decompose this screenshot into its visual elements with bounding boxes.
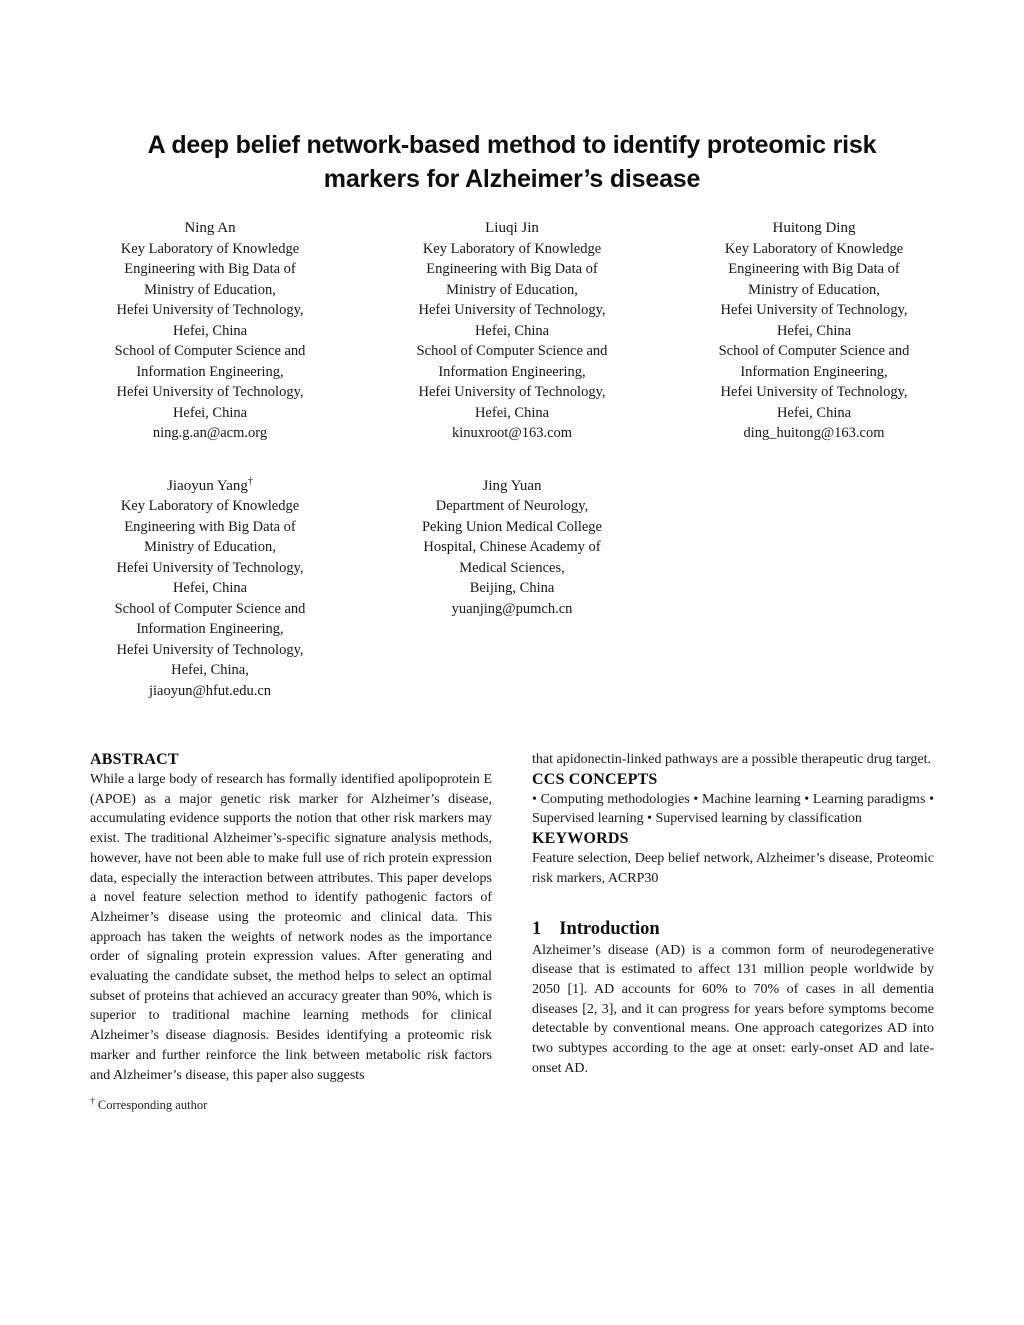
dagger-symbol: † xyxy=(90,1097,95,1108)
introduction-text: Alzheimer’s disease (AD) is a common form of neurodegenerative disease that is estimated to affect 131 million people worldwide by 2050 [1]. AD accounts for 60% to 70% of cases in all dementia diseases [2, 3], and it can progress for years before symptoms become detectable by conventional means. One approach categorizes AD into two subtypes according to the age at onset: early-onset AD and late-onset AD. xyxy=(532,942,934,1076)
author-name-text: Huitong Ding xyxy=(772,220,856,236)
author-block-liuqi-jin xyxy=(362,214,662,444)
author-block-jing-yuan xyxy=(362,472,662,702)
author-name xyxy=(60,214,360,239)
author-name xyxy=(664,214,964,239)
section-number: 1 xyxy=(532,918,542,939)
author-affiliation: Key Laboratory of Knowledge Engineering with Big Data of Ministry of Education, Hefei University of Technology, Hefei, China School of Computer Science and Information Engineering, Hefei University of Technology, Hefei, China, xyxy=(114,498,306,678)
authors-row-1 xyxy=(0,214,1024,444)
footnote-text: Corresponding author xyxy=(97,1098,208,1113)
keywords-text: Feature selection, Deep belief network, Alzheimer’s disease, Proteomic risk markers, ACRP30 xyxy=(532,851,934,886)
author-dagger: † xyxy=(247,475,253,487)
ccs-concepts-text: • Computing methodologies • Machine learning • Learning paradigms • Supervised learning • Supervised learning by classification xyxy=(532,791,934,827)
author-block-jiaoyun-yang xyxy=(60,472,360,702)
author-name-text: Jiaoyun Yang xyxy=(167,477,248,494)
abstract-continuation-text: that apidonectin-linked pathways are a possible therapeutic drug target. xyxy=(532,752,931,767)
author-block-ning-an xyxy=(60,214,360,444)
introduction-heading xyxy=(532,917,934,941)
paper-title: A deep belief network-based method to identify proteomic risk markers for Alzheimer’s disease xyxy=(147,131,877,193)
author-email: yuanjing@pumch.cn xyxy=(451,600,573,617)
author-name xyxy=(362,472,662,497)
two-column-body xyxy=(90,750,934,1113)
right-column xyxy=(532,750,934,1113)
author-email: kinuxroot@163.com xyxy=(451,425,573,441)
authors-row-2 xyxy=(0,472,1024,702)
author-affiliation: Key Laboratory of Knowledge Engineering with Big Data of Ministry of Education, Hefei University of Technology, Hefei, China School of Computer Science and Information Engineering, Hefei University of Technology, Hefei, China xyxy=(718,240,910,421)
abstract-heading: ABSTRACT xyxy=(90,751,179,768)
ccs-concepts-heading: CCS CONCEPTS xyxy=(532,770,658,788)
author-affiliation: Key Laboratory of Knowledge Engineering with Big Data of Ministry of Education, Hefei University of Technology, Hefei, China School of Computer Science and Information Engineering, Hefei University of Technology, Hefei, China xyxy=(416,240,608,421)
abstract-text: While a large body of research has formally identified apolipoprotein E (APOE) as a major genetic risk marker for Alzheimer’s disease, accumulating evidence supports the notion that other risk markers may exist. The traditional Alzheimer’s-specific signature analysis methods, however, have not been able to make full use of rich protein expression data, especially the interaction between attributes. This paper develops a novel feature selection method to identify pathogenic factors of Alzheimer’s disease using the proteomic and clinical data. This approach has taken the weights of network nodes as the importance order of signaling protein expression values. After generating and evaluating the candidate subset, the method helps to select an optimal subset of proteins that achieved an accuracy greater than 90%, which is superior to traditional machine learning methods for clinical Alzheimer’s disease diagnosis. Besides identifying a proteomic risk marker and further reinforce the link between metabolic risk factors and Alzheimer’s disease, this paper also suggests xyxy=(90,772,492,1083)
author-affiliation: Department of Neurology, Peking Union Medical College Hospital, Chinese Academy of Medical Sciences, Beijing, China xyxy=(421,498,602,596)
left-column xyxy=(90,750,492,1113)
author-name-text: Liuqi Jin xyxy=(485,220,539,236)
author-name-text: Jing Yuan xyxy=(482,477,542,494)
section-title: Introduction xyxy=(559,918,660,939)
corresponding-author-footnote xyxy=(90,1094,492,1113)
author-name xyxy=(60,472,360,497)
author-block-huitong-ding xyxy=(664,214,964,444)
keywords-heading: KEYWORDS xyxy=(532,830,629,848)
author-email: ning.g.an@acm.org xyxy=(152,425,268,441)
author-name-text: Ning An xyxy=(184,220,236,236)
author-name xyxy=(362,214,662,239)
author-affiliation: Key Laboratory of Knowledge Engineering with Big Data of Ministry of Education, Hefei University of Technology, Hefei, China School of Computer Science and Information Engineering, Hefei University of Technology, Hefei, China xyxy=(114,240,306,421)
author-email: ding_huitong@163.com xyxy=(743,425,885,441)
author-email: jiaoyun@hfut.edu.cn xyxy=(148,682,272,699)
